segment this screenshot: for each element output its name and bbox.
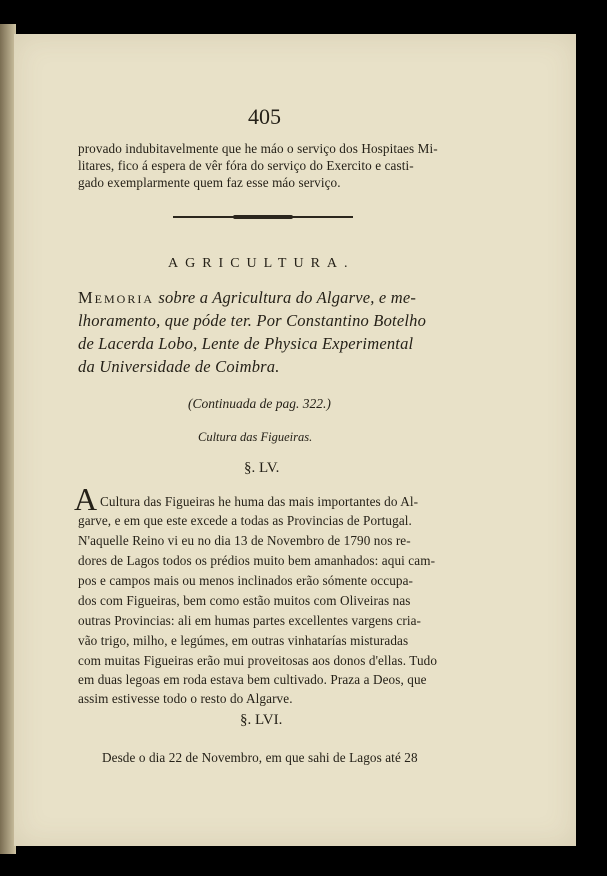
continuation-note: (Continuada de pag. 322.) [188,396,331,411]
paragraph-line: Cultura das Figueiras he huma das mais importantes do Al- [100,494,419,509]
article-title-line: de Lacerda Lobo, Lente de Physica Experimental [78,334,414,353]
article-title-line [78,288,450,308]
paragraph-line: assim estivesse todo o resto do Algarve. [78,691,293,706]
intro-line: litares, fico á espera de vêr fóra do serviço do Exercito e casti- [78,158,414,173]
paragraph-line: vão trigo, milho, e legúmes, em outras vinhatarías misturadas [78,633,409,648]
paragraph-line: dores de Lagos todos os prédios muito bem amanhados: aqui cam- [78,553,436,568]
paragraph-line: dos com Figueiras, bem como estão muitos com Oliveiras nas [78,593,411,608]
section-heading: AGRICULTURA. [168,256,355,271]
paragraph-line: garve, e em que este excede a todas as Provincias de Portugal. [78,513,412,528]
paragraph-line: outras Provincias: ali em humas partes excellentes vargens cria- [78,613,422,628]
paragraph-line: N'aquelle Reino vi eu no dia 13 de Novembro de 1790 nos re- [78,533,411,548]
paragraph-line: Desde o dia 22 de Novembro, em que sahi de Lagos até 28 [102,750,418,765]
intro-line: provado indubitavelmente que he máo o serviço dos Hospitaes Mi- [78,141,438,156]
article-title-rest: sobre a Agricultura do Algarve, e me- [158,288,417,307]
intro-line: gado exemplarmente quem faz esse máo serviço. [78,175,341,190]
paragraph-line: pos e campos mais ou menos inclinados erão sómente occupa- [78,573,414,588]
article-title-first-word: Memoria [78,288,155,307]
paragraph-line: em duas legoas em roda estava bem cultivado. Praza a Deos, que [78,672,427,687]
section-divider-rule [173,216,353,218]
page-number: 405 [248,104,281,129]
section-mark-lvi: §. LVI. [240,712,283,728]
paragraph-line: com muitas Figueiras erão mui proveitosas aos donos d'ellas. Tudo [78,653,438,668]
article-title-line: lhoramento, que póde ter. Por Constantino Botelho [78,311,427,330]
subsection-title: Cultura das Figueiras. [198,430,313,444]
article-title-line: da Universidade de Coimbra. [78,357,280,376]
section-mark-lv: §. LV. [244,460,280,476]
drop-cap: A [74,481,98,517]
